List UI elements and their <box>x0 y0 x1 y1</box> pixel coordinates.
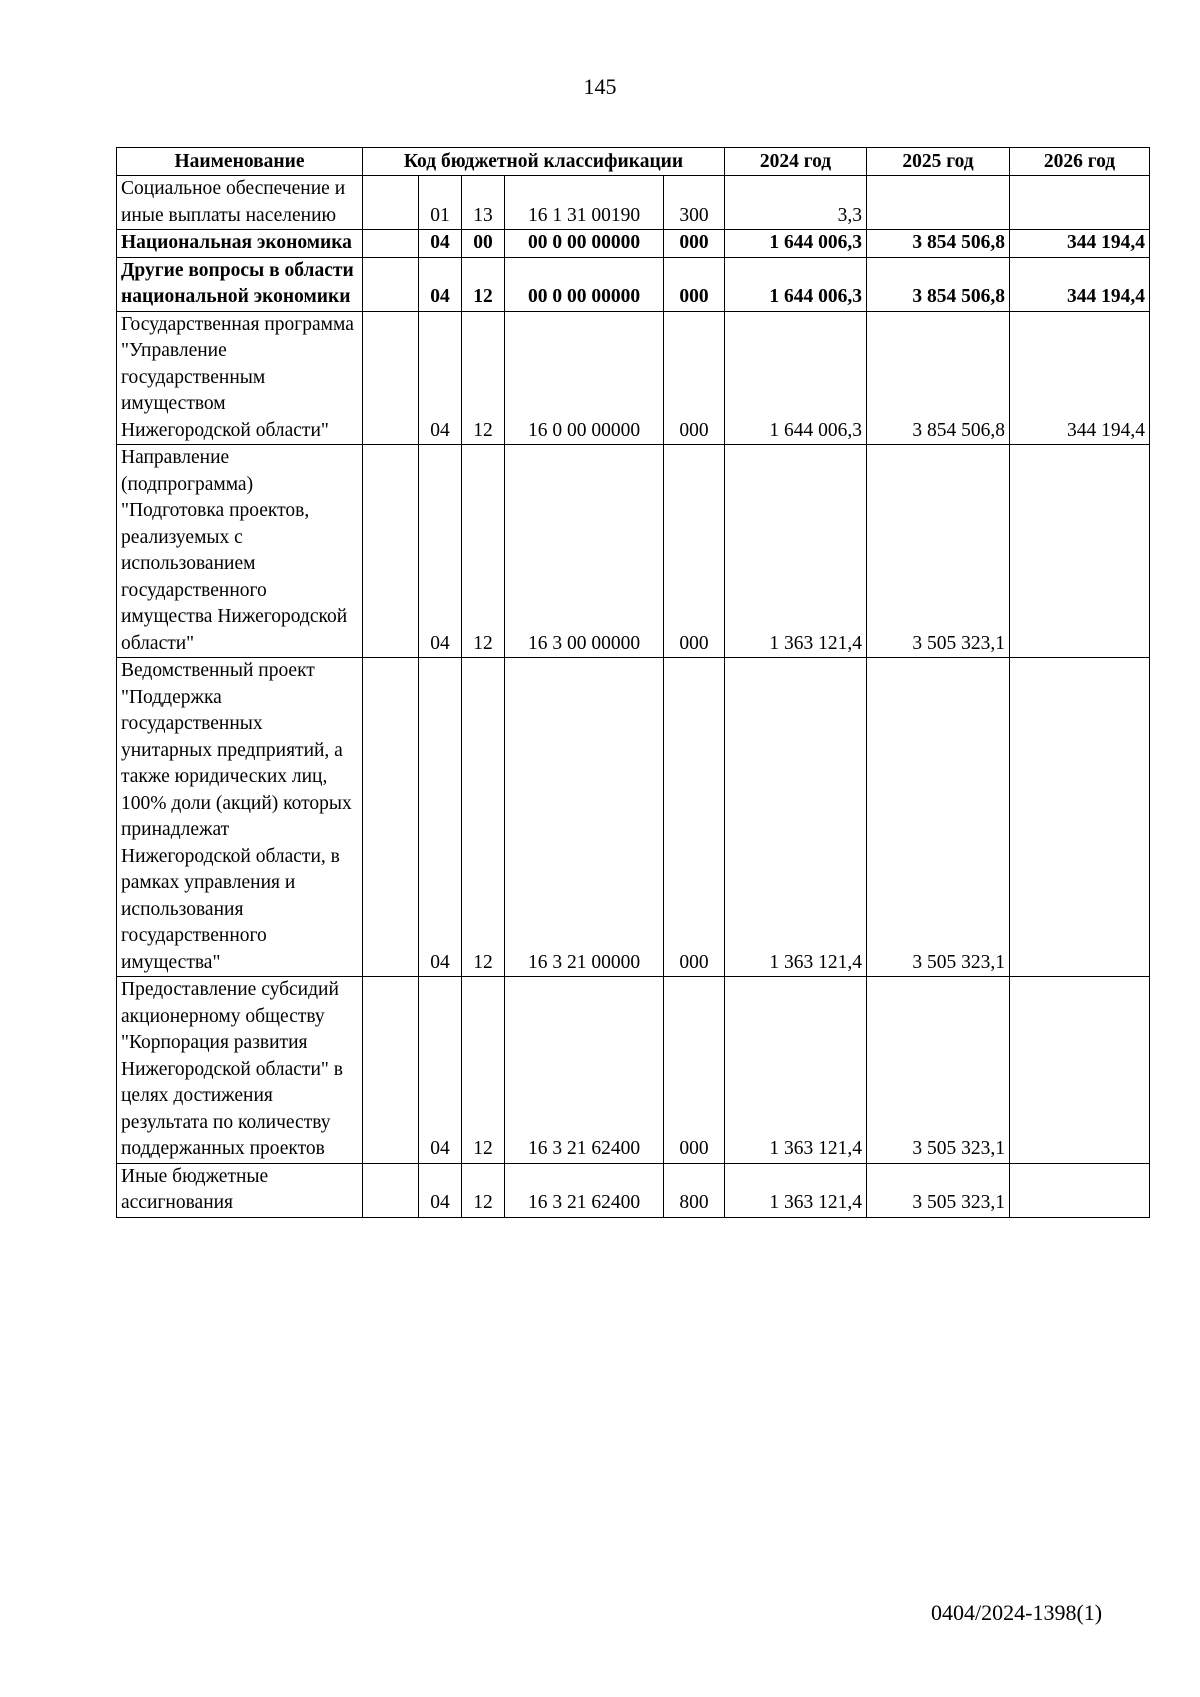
budget-table <box>116 147 1150 1218</box>
row-target-article: 16 0 00 00000 <box>505 311 664 445</box>
row-target-article: 16 3 21 62400 <box>505 1163 664 1217</box>
row-expense-type: 000 <box>664 658 725 977</box>
row-2024: 1 363 121,4 <box>725 977 867 1164</box>
row-subsection: 00 <box>462 230 505 258</box>
row-subsection: 12 <box>462 1163 505 1217</box>
table-row <box>117 977 1150 1164</box>
row-section: 04 <box>419 311 462 445</box>
row-target-article: 00 0 00 00000 <box>505 257 664 311</box>
header-code: Код бюджетной классификации <box>363 148 725 176</box>
row-subsection: 12 <box>462 977 505 1164</box>
table-row <box>117 658 1150 977</box>
table-header-row <box>117 148 1150 176</box>
table-row <box>117 1163 1150 1217</box>
row-2026 <box>1010 658 1150 977</box>
row-subsection: 12 <box>462 445 505 658</box>
row-subsection: 12 <box>462 257 505 311</box>
header-2025: 2025 год <box>867 148 1010 176</box>
row-2026: 344 194,4 <box>1010 230 1150 258</box>
row-name: Социальное обеспечение и иные выплаты населению <box>117 176 363 230</box>
table-row <box>117 176 1150 230</box>
table-row <box>117 230 1150 258</box>
row-2025: 3 854 506,8 <box>867 230 1010 258</box>
row-section: 04 <box>419 230 462 258</box>
row-name: Предоставление субсидий акционерному обществу "Корпорация развития Нижегородской области" в целях достижения результата по количеству поддержанных проектов <box>117 977 363 1164</box>
row-section: 04 <box>419 977 462 1164</box>
row-2025: 3 854 506,8 <box>867 311 1010 445</box>
row-blank-cell <box>363 230 419 258</box>
row-blank-cell <box>363 311 419 445</box>
row-expense-type: 800 <box>664 1163 725 1217</box>
row-2024: 1 363 121,4 <box>725 658 867 977</box>
document-id: 0404/2024-1398(1) <box>931 1600 1103 1625</box>
row-2025: 3 854 506,8 <box>867 257 1010 311</box>
row-expense-type: 000 <box>664 257 725 311</box>
row-expense-type: 000 <box>664 230 725 258</box>
table-row <box>117 445 1150 658</box>
row-2024: 1 644 006,3 <box>725 311 867 445</box>
row-2025: 3 505 323,1 <box>867 977 1010 1164</box>
row-target-article: 00 0 00 00000 <box>505 230 664 258</box>
row-subsection: 12 <box>462 311 505 445</box>
row-expense-type: 000 <box>664 445 725 658</box>
row-target-article: 16 1 31 00190 <box>505 176 664 230</box>
row-section: 04 <box>419 1163 462 1217</box>
row-name: Ведомственный проект "Поддержка государственных унитарных предприятий, а также юридических лиц, 100% доли (акций) которых принадлежат Нижегородской области, в рамках управления и использования государственного имущества" <box>117 658 363 977</box>
row-section: 01 <box>419 176 462 230</box>
row-2025: 3 505 323,1 <box>867 445 1010 658</box>
row-name: Иные бюджетные ассигнования <box>117 1163 363 1217</box>
row-name: Другие вопросы в области национальной экономики <box>117 257 363 311</box>
row-section: 04 <box>419 445 462 658</box>
row-target-article: 16 3 00 00000 <box>505 445 664 658</box>
row-expense-type: 000 <box>664 977 725 1164</box>
row-subsection: 13 <box>462 176 505 230</box>
row-name: Направление (подпрограмма) "Подготовка проектов, реализуемых с использованием государственного имущества Нижегородской области" <box>117 445 363 658</box>
row-blank-cell <box>363 977 419 1164</box>
row-blank-cell <box>363 658 419 977</box>
row-2024: 1 363 121,4 <box>725 1163 867 1217</box>
page-number: 145 <box>583 74 617 99</box>
row-subsection: 12 <box>462 658 505 977</box>
row-2026 <box>1010 1163 1150 1217</box>
row-2026 <box>1010 445 1150 658</box>
row-expense-type: 300 <box>664 176 725 230</box>
row-2024: 1 363 121,4 <box>725 445 867 658</box>
row-blank-cell <box>363 257 419 311</box>
row-name: Национальная экономика <box>117 230 363 258</box>
row-blank-cell <box>363 176 419 230</box>
row-2026: 344 194,4 <box>1010 257 1150 311</box>
row-blank-cell <box>363 445 419 658</box>
row-name: Государственная программа "Управление государственным имуществом Нижегородской области" <box>117 311 363 445</box>
row-2024: 3,3 <box>725 176 867 230</box>
header-2024: 2024 год <box>725 148 867 176</box>
row-2025: 3 505 323,1 <box>867 1163 1010 1217</box>
header-name: Наименование <box>117 148 363 176</box>
row-blank-cell <box>363 1163 419 1217</box>
row-2025 <box>867 176 1010 230</box>
row-2024: 1 644 006,3 <box>725 230 867 258</box>
row-2026 <box>1010 977 1150 1164</box>
row-2025: 3 505 323,1 <box>867 658 1010 977</box>
row-target-article: 16 3 21 62400 <box>505 977 664 1164</box>
row-expense-type: 000 <box>664 311 725 445</box>
row-section: 04 <box>419 257 462 311</box>
row-2026: 344 194,4 <box>1010 311 1150 445</box>
table-row <box>117 257 1150 311</box>
row-section: 04 <box>419 658 462 977</box>
row-2024: 1 644 006,3 <box>725 257 867 311</box>
header-2026: 2026 год <box>1010 148 1150 176</box>
table-row <box>117 311 1150 445</box>
row-2026 <box>1010 176 1150 230</box>
row-target-article: 16 3 21 00000 <box>505 658 664 977</box>
